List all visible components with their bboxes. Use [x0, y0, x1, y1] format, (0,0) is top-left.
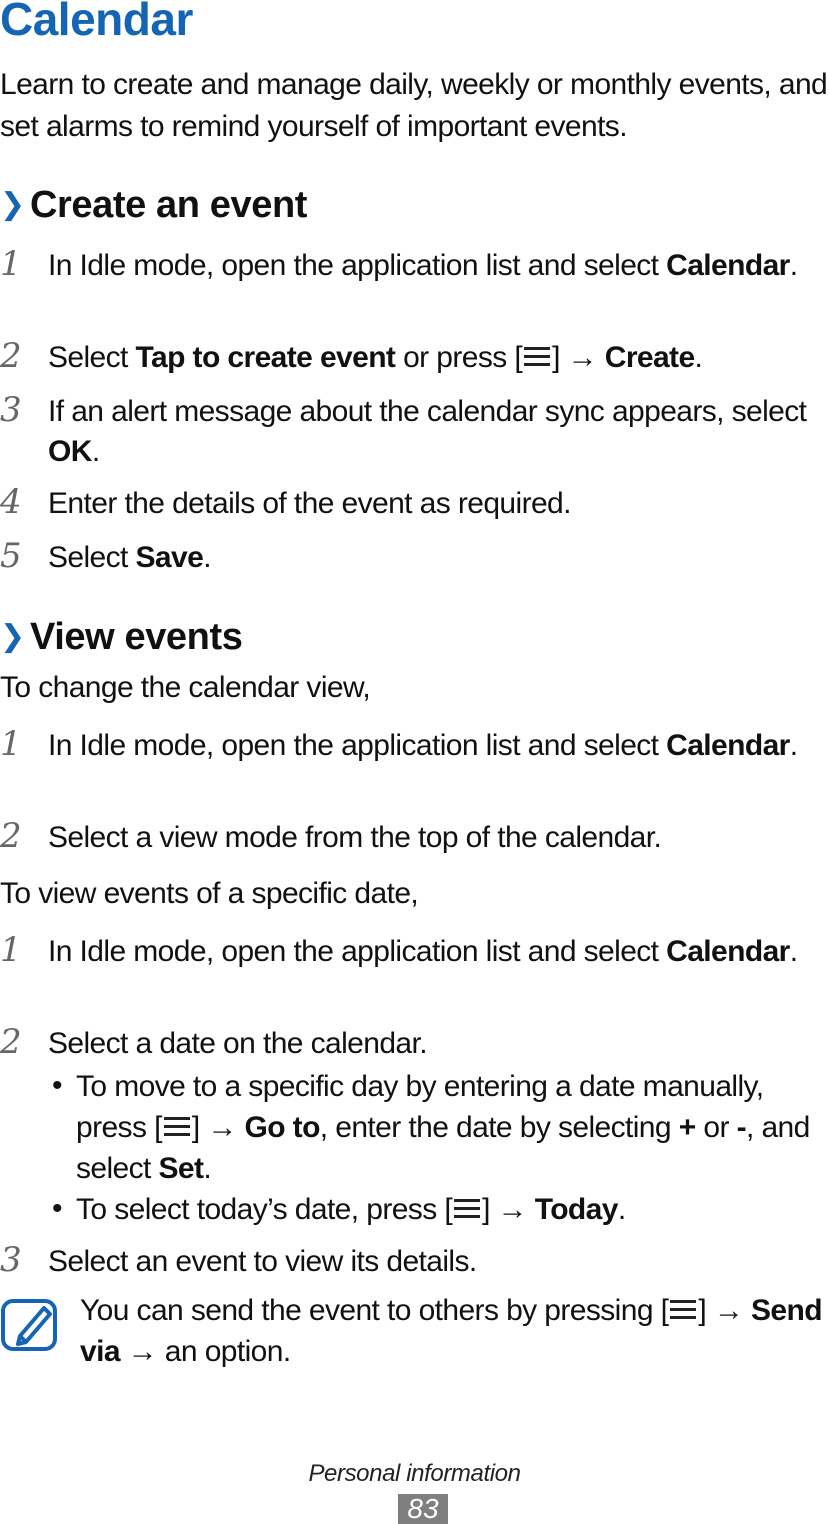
section-heading-view: ❯ View events — [0, 616, 243, 658]
chevron-right-icon: ❯ — [0, 620, 25, 653]
note-pencil-icon — [0, 1296, 60, 1357]
page-title: Calendar — [0, 0, 193, 45]
view-intro-2: To view events of a specific date, — [0, 877, 419, 910]
chevron-right-icon: ❯ — [0, 188, 25, 221]
menu-key-icon — [668, 1297, 698, 1323]
menu-key-icon — [162, 1114, 192, 1140]
note-text: You can send the event to others by pressing [ ] → Send via → an option. — [80, 1294, 822, 1368]
menu-key-icon — [452, 1196, 482, 1222]
intro-text: Learn to create and manage daily, weekly or monthly events, and set alarms to remind yourself of important events. — [0, 68, 828, 143]
section-heading-create: ❯ Create an event — [0, 184, 308, 226]
footer-section-label: Personal information — [308, 1460, 521, 1487]
page-number: 83 — [398, 1494, 448, 1524]
menu-key-icon — [522, 344, 552, 370]
view-intro-1: To change the calendar view, — [0, 671, 371, 704]
manual-page: Calendar Learn to create and manage daily, weekly or monthly events, and set alarms to remind yourself of important events. ❯ Create an event 1 In Idle mode, open the application list and select Calendar. 2 Select Tap to create event or press [ ] → Create. 3 If an alert message about the calendar sync appears, select OK. 4 Enter the details of the event as required. 5 Select Save. ❯ View events To change the calendar view, 1 In Idle mode, open the application list and select Calendar. 2 Select a view mode from the top of the calendar. To view events of a specific date, 1 In Idle mode, open the application list and select Calendar. 2 Select a date on the calendar. • To move to a specific day by entering a date manually, press [ ] → Go to, enter the date by selecting + or -, and select Set. • To select today’s date, press [ ] → Today. 3 Select an event to view its details. You can send the event to others by pressing [ ] → Send via → an option. Personal information 83 — [0, 0, 829, 1524]
